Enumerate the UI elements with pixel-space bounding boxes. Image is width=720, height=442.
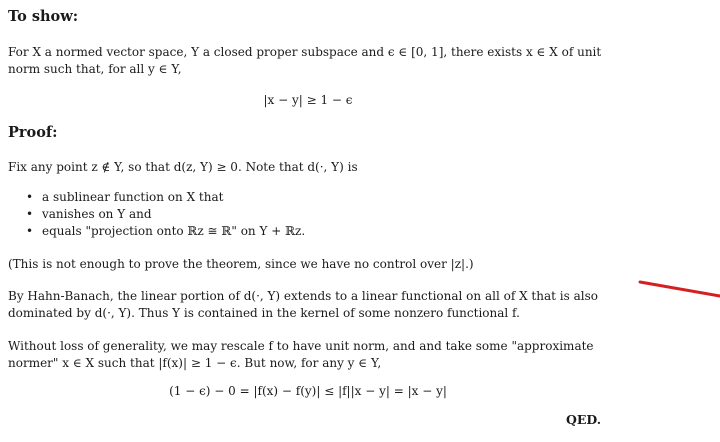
list-item: • equals "projection onto ℝz ≅ ℝ" on Y + ℝz. [22,223,305,240]
list-item: • a sublinear function on X that [22,189,305,206]
proof-note: (This is not enough to prove the theorem, since we have no control over |z|.) [8,257,474,271]
hahn-banach-line-2: dominated by d(·, Y). Thus Y is contained in the kernel of some nonzero functional f. [8,306,520,320]
to-show-heading: To show: [8,8,79,25]
hahn-banach-line-1: By Hahn-Banach, the linear portion of d(·, Y) extends to a linear functional on all of X that is also [8,289,598,303]
proof-intro: Fix any point z ∉ Y, so that d(z, Y) ≥ 0. Note that d(·, Y) is [8,160,358,174]
qed-mark: QED. [566,412,602,427]
red-annotation-line [640,282,720,296]
wlog-line-2: normer" x ∈ X such that |f(x)| ≥ 1 − ϵ. But now, for any y ∈ Y, [8,356,382,370]
statement-line-1: For X a normed vector space, Y a closed proper subspace and ϵ ∈ [0, 1], there exists x ∈ X of unit [8,45,602,59]
statement-formula: |x − y| ≥ 1 − ϵ [263,93,353,107]
wlog-line-1: Without loss of generality, we may rescale f to have unit norm, and and take some "approximate [8,339,594,353]
final-inequality: (1 − ϵ) − 0 = |f(x) − f(y)| ≤ |f||x − y| = |x − y| [169,384,447,398]
proof-heading: Proof: [8,124,58,141]
statement-line-2: norm such that, for all y ∈ Y, [8,62,182,76]
list-item: • vanishes on Y and [22,206,305,223]
